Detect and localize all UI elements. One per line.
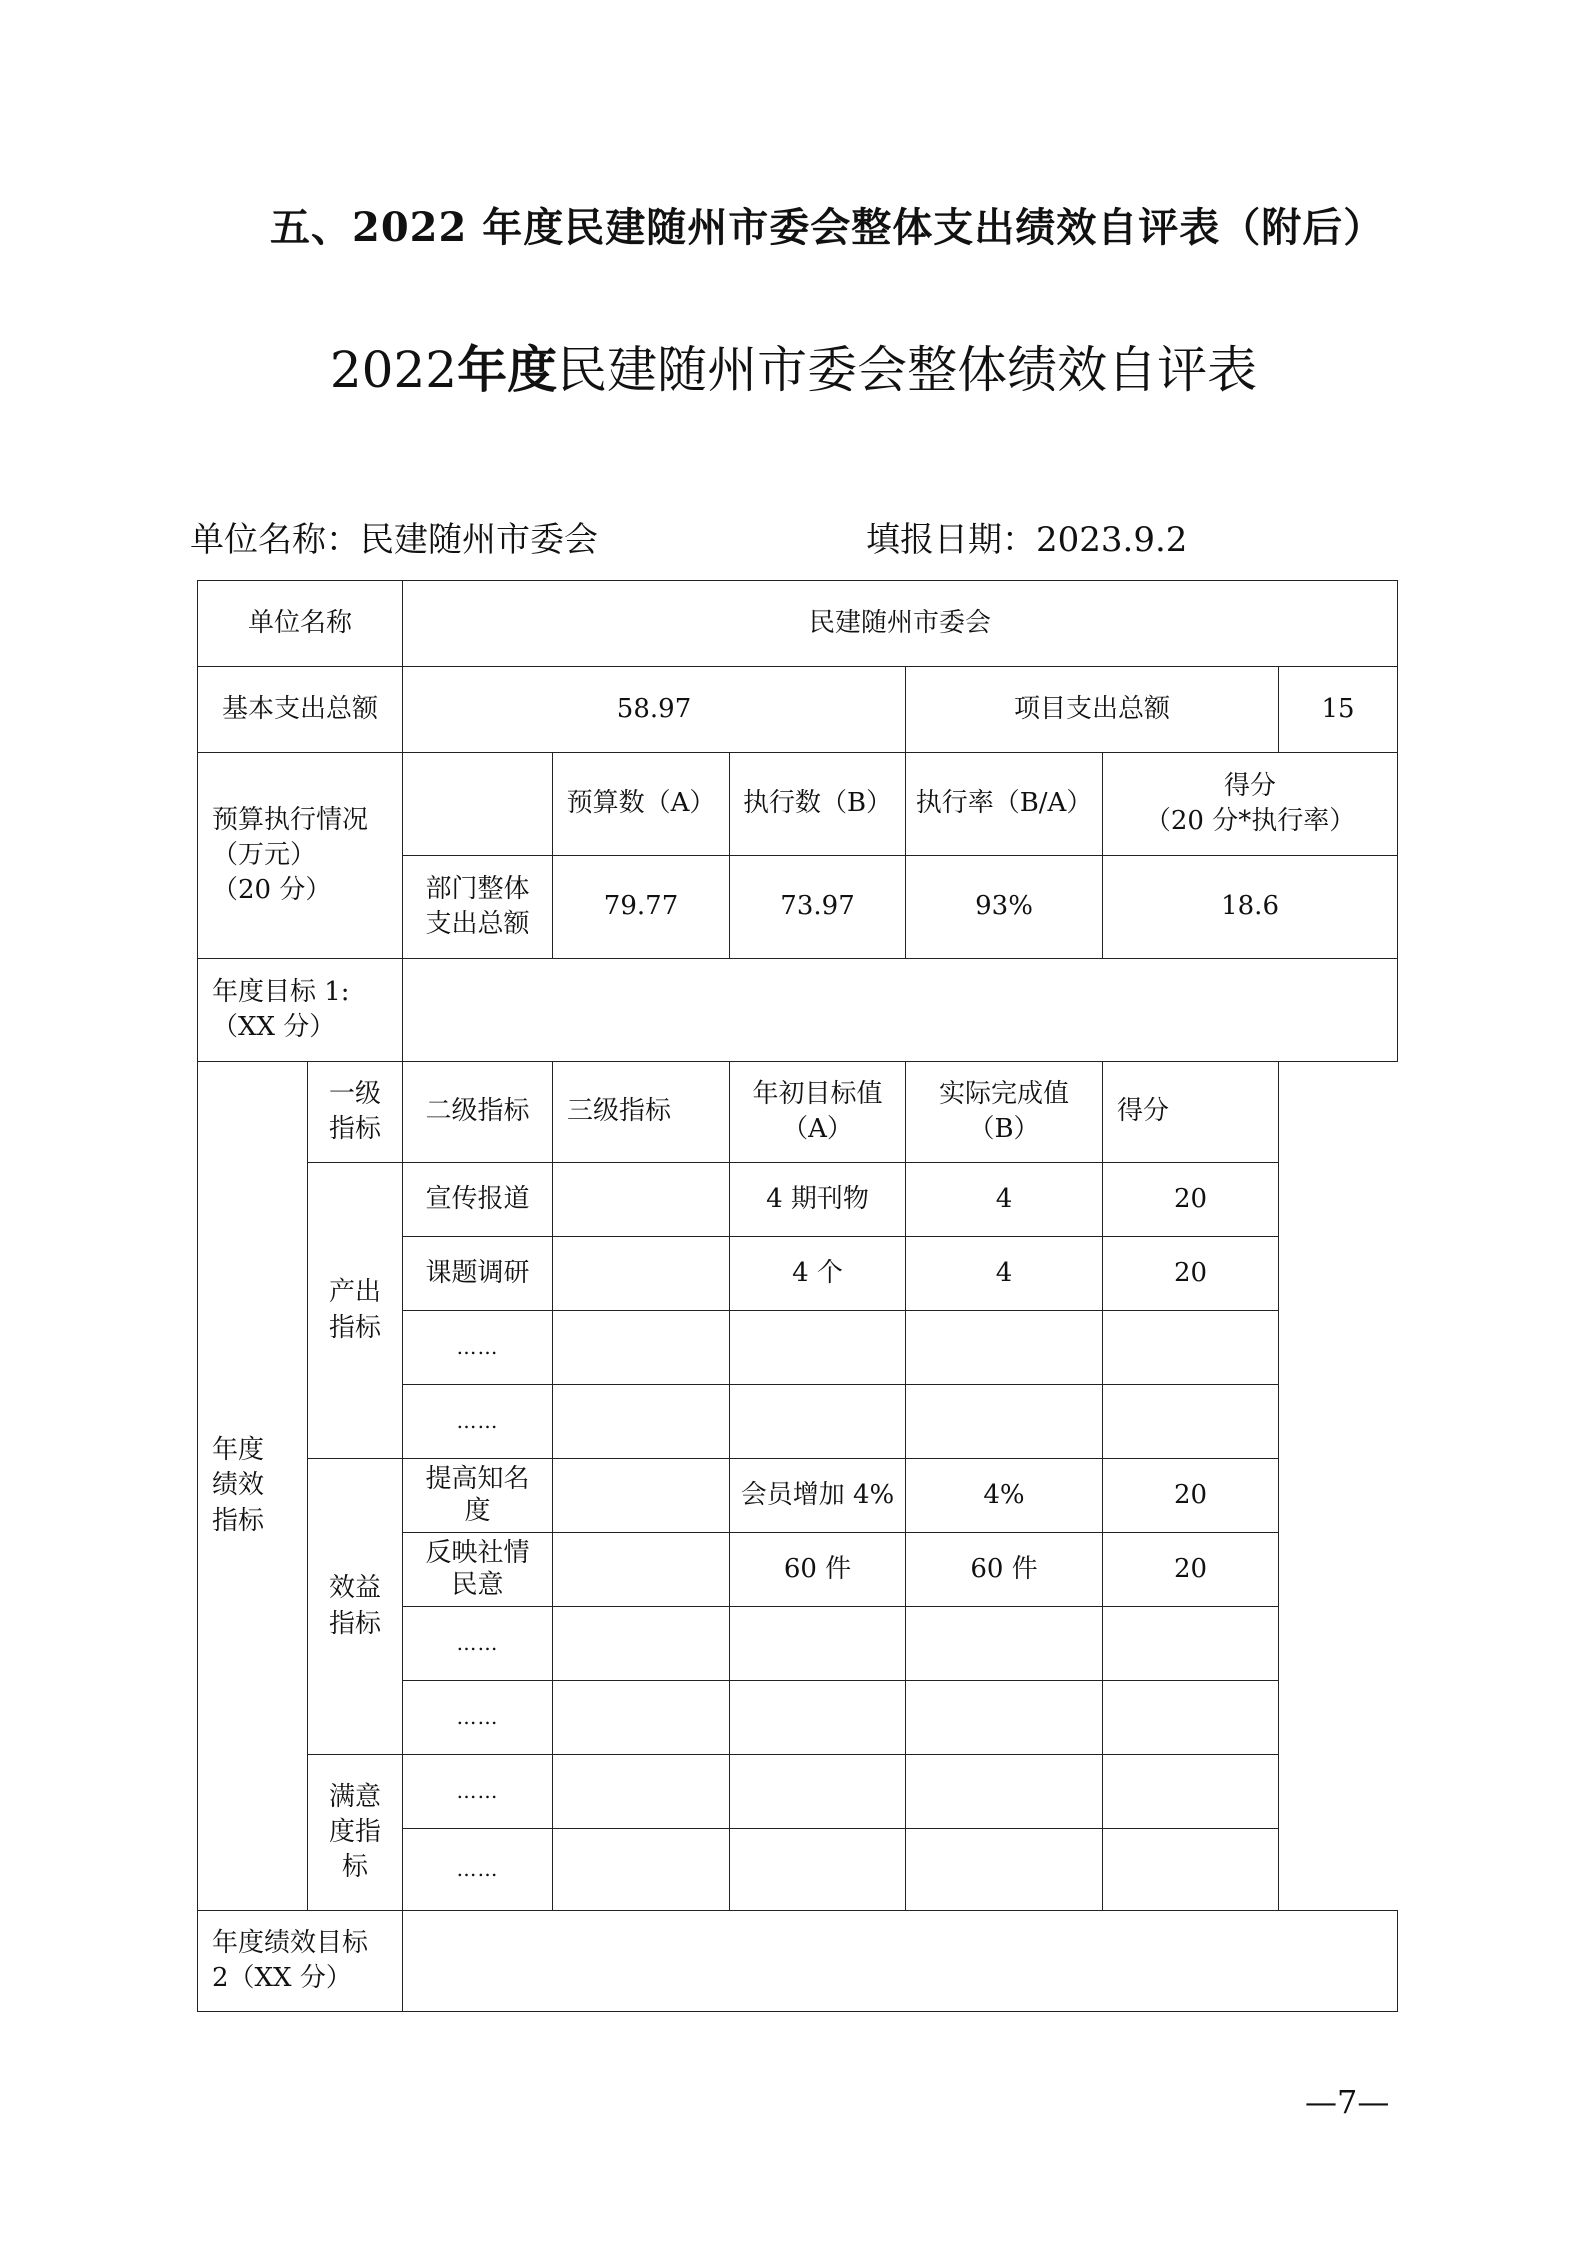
budget-column-header: 预算数（A） [553,753,730,856]
score-cell [1103,1829,1279,1911]
level2-cell: …… [403,1755,553,1829]
execution-column-header: 执行数（B） [730,753,906,856]
actual-cell [906,1681,1103,1755]
blank-cell [403,753,553,856]
level3-cell [553,1755,730,1829]
annual-goal-2-value [403,1911,1398,2012]
target-cell: 4 期刊物 [730,1163,906,1237]
actual-value-header: 实际完成值 （B） [906,1062,1103,1163]
target-value-header: 年初目标值 （A） [730,1062,906,1163]
score-column-header: 得分 （20 分*执行率） [1103,753,1398,856]
score-cell: 20 [1103,1237,1279,1311]
project-expense-value: 15 [1279,667,1398,753]
table-row [198,1911,1398,2012]
table-row [198,667,1398,753]
actual-cell [906,1755,1103,1829]
level3-cell [553,1681,730,1755]
report-date-line: 填报日期：2023.9.2 [866,520,1188,560]
score-cell: 20 [1103,1459,1279,1533]
level2-cell: 反映社情 民意 [403,1533,553,1607]
level3-cell [553,1829,730,1911]
score-cell: 20 [1103,1163,1279,1237]
level3-cell [553,1237,730,1311]
level2-cell: 课题调研 [403,1237,553,1311]
target-cell [730,1755,906,1829]
annual-goal-1-value [403,959,1398,1062]
table-row [198,1459,1398,1533]
table-row [198,753,1398,856]
target-cell: 60 件 [730,1533,906,1607]
self-evaluation-table [197,580,1398,2012]
table-row [198,1755,1398,1829]
actual-cell [906,1385,1103,1459]
unit-name-label: 单位名称 [198,581,403,667]
target-cell: 会员增加 4% [730,1459,906,1533]
score-cell [1103,1681,1279,1755]
score-cell: 20 [1103,1533,1279,1607]
target-cell: 4 个 [730,1237,906,1311]
section-heading: 五、2022 年度民建随州市委会整体支出绩效自评表（附后） [270,204,1385,251]
target-cell [730,1829,906,1911]
level3-cell [553,1311,730,1385]
level1-header: 一级 指标 [308,1062,403,1163]
execution-rate-column-header: 执行率（B/A） [906,753,1103,856]
level3-cell [553,1385,730,1459]
budget-execution-label: 预算执行情况 （万元） （20 分） [198,753,403,959]
table-row [198,959,1398,1062]
score-cell [1103,1385,1279,1459]
budget-score-value: 18.6 [1103,856,1398,959]
level2-cell: …… [403,1385,553,1459]
unit-name-line: 单位名称：民建随州市委会 [190,520,598,560]
score-cell [1103,1607,1279,1681]
output-indicator-label: 产出 指标 [308,1163,403,1459]
execution-rate-value: 93% [906,856,1103,959]
actual-cell [906,1607,1103,1681]
annual-goal-2-label: 年度绩效目标 2（XX 分） [198,1911,403,2012]
level3-header: 三级指标 [553,1062,730,1163]
actual-cell: 4 [906,1163,1103,1237]
satisfaction-indicator-label: 满意 度指 标 [308,1755,403,1911]
actual-cell [906,1311,1103,1385]
actual-cell: 60 件 [906,1533,1103,1607]
level3-cell [553,1459,730,1533]
page-number: —7— [1305,2083,1390,2121]
level2-cell: …… [403,1829,553,1911]
actual-cell: 4 [906,1237,1103,1311]
basic-expense-label: 基本支出总额 [198,667,403,753]
project-expense-label: 项目支出总额 [906,667,1279,753]
level2-cell: …… [403,1681,553,1755]
target-cell [730,1681,906,1755]
level2-cell: …… [403,1311,553,1385]
level2-cell: …… [403,1607,553,1681]
target-cell [730,1311,906,1385]
level3-cell [553,1533,730,1607]
page-title: 2022年度民建随州市委会整体绩效自评表 [329,340,1258,399]
execution-value: 73.97 [730,856,906,959]
level2-cell: 提高知名 度 [403,1459,553,1533]
basic-expense-value: 58.97 [403,667,906,753]
target-cell [730,1385,906,1459]
unit-name-value: 民建随州市委会 [403,581,1398,667]
level2-cell: 宣传报道 [403,1163,553,1237]
score-header: 得分 [1103,1062,1279,1163]
annual-indicators-label: 年度 绩效 指标 [198,1062,308,1911]
level3-cell [553,1163,730,1237]
benefit-indicator-label: 效益 指标 [308,1459,403,1755]
level2-header: 二级指标 [403,1062,553,1163]
table-row [198,1062,1398,1163]
budget-value: 79.77 [553,856,730,959]
target-cell [730,1607,906,1681]
department-total-label: 部门整体 支出总额 [403,856,553,959]
actual-cell: 4% [906,1459,1103,1533]
score-cell [1103,1311,1279,1385]
annual-goal-1-label: 年度目标 1: （XX 分） [198,959,403,1062]
score-cell [1103,1755,1279,1829]
actual-cell [906,1829,1103,1911]
table-row [198,581,1398,667]
level3-cell [553,1607,730,1681]
table-row [198,1163,1398,1237]
